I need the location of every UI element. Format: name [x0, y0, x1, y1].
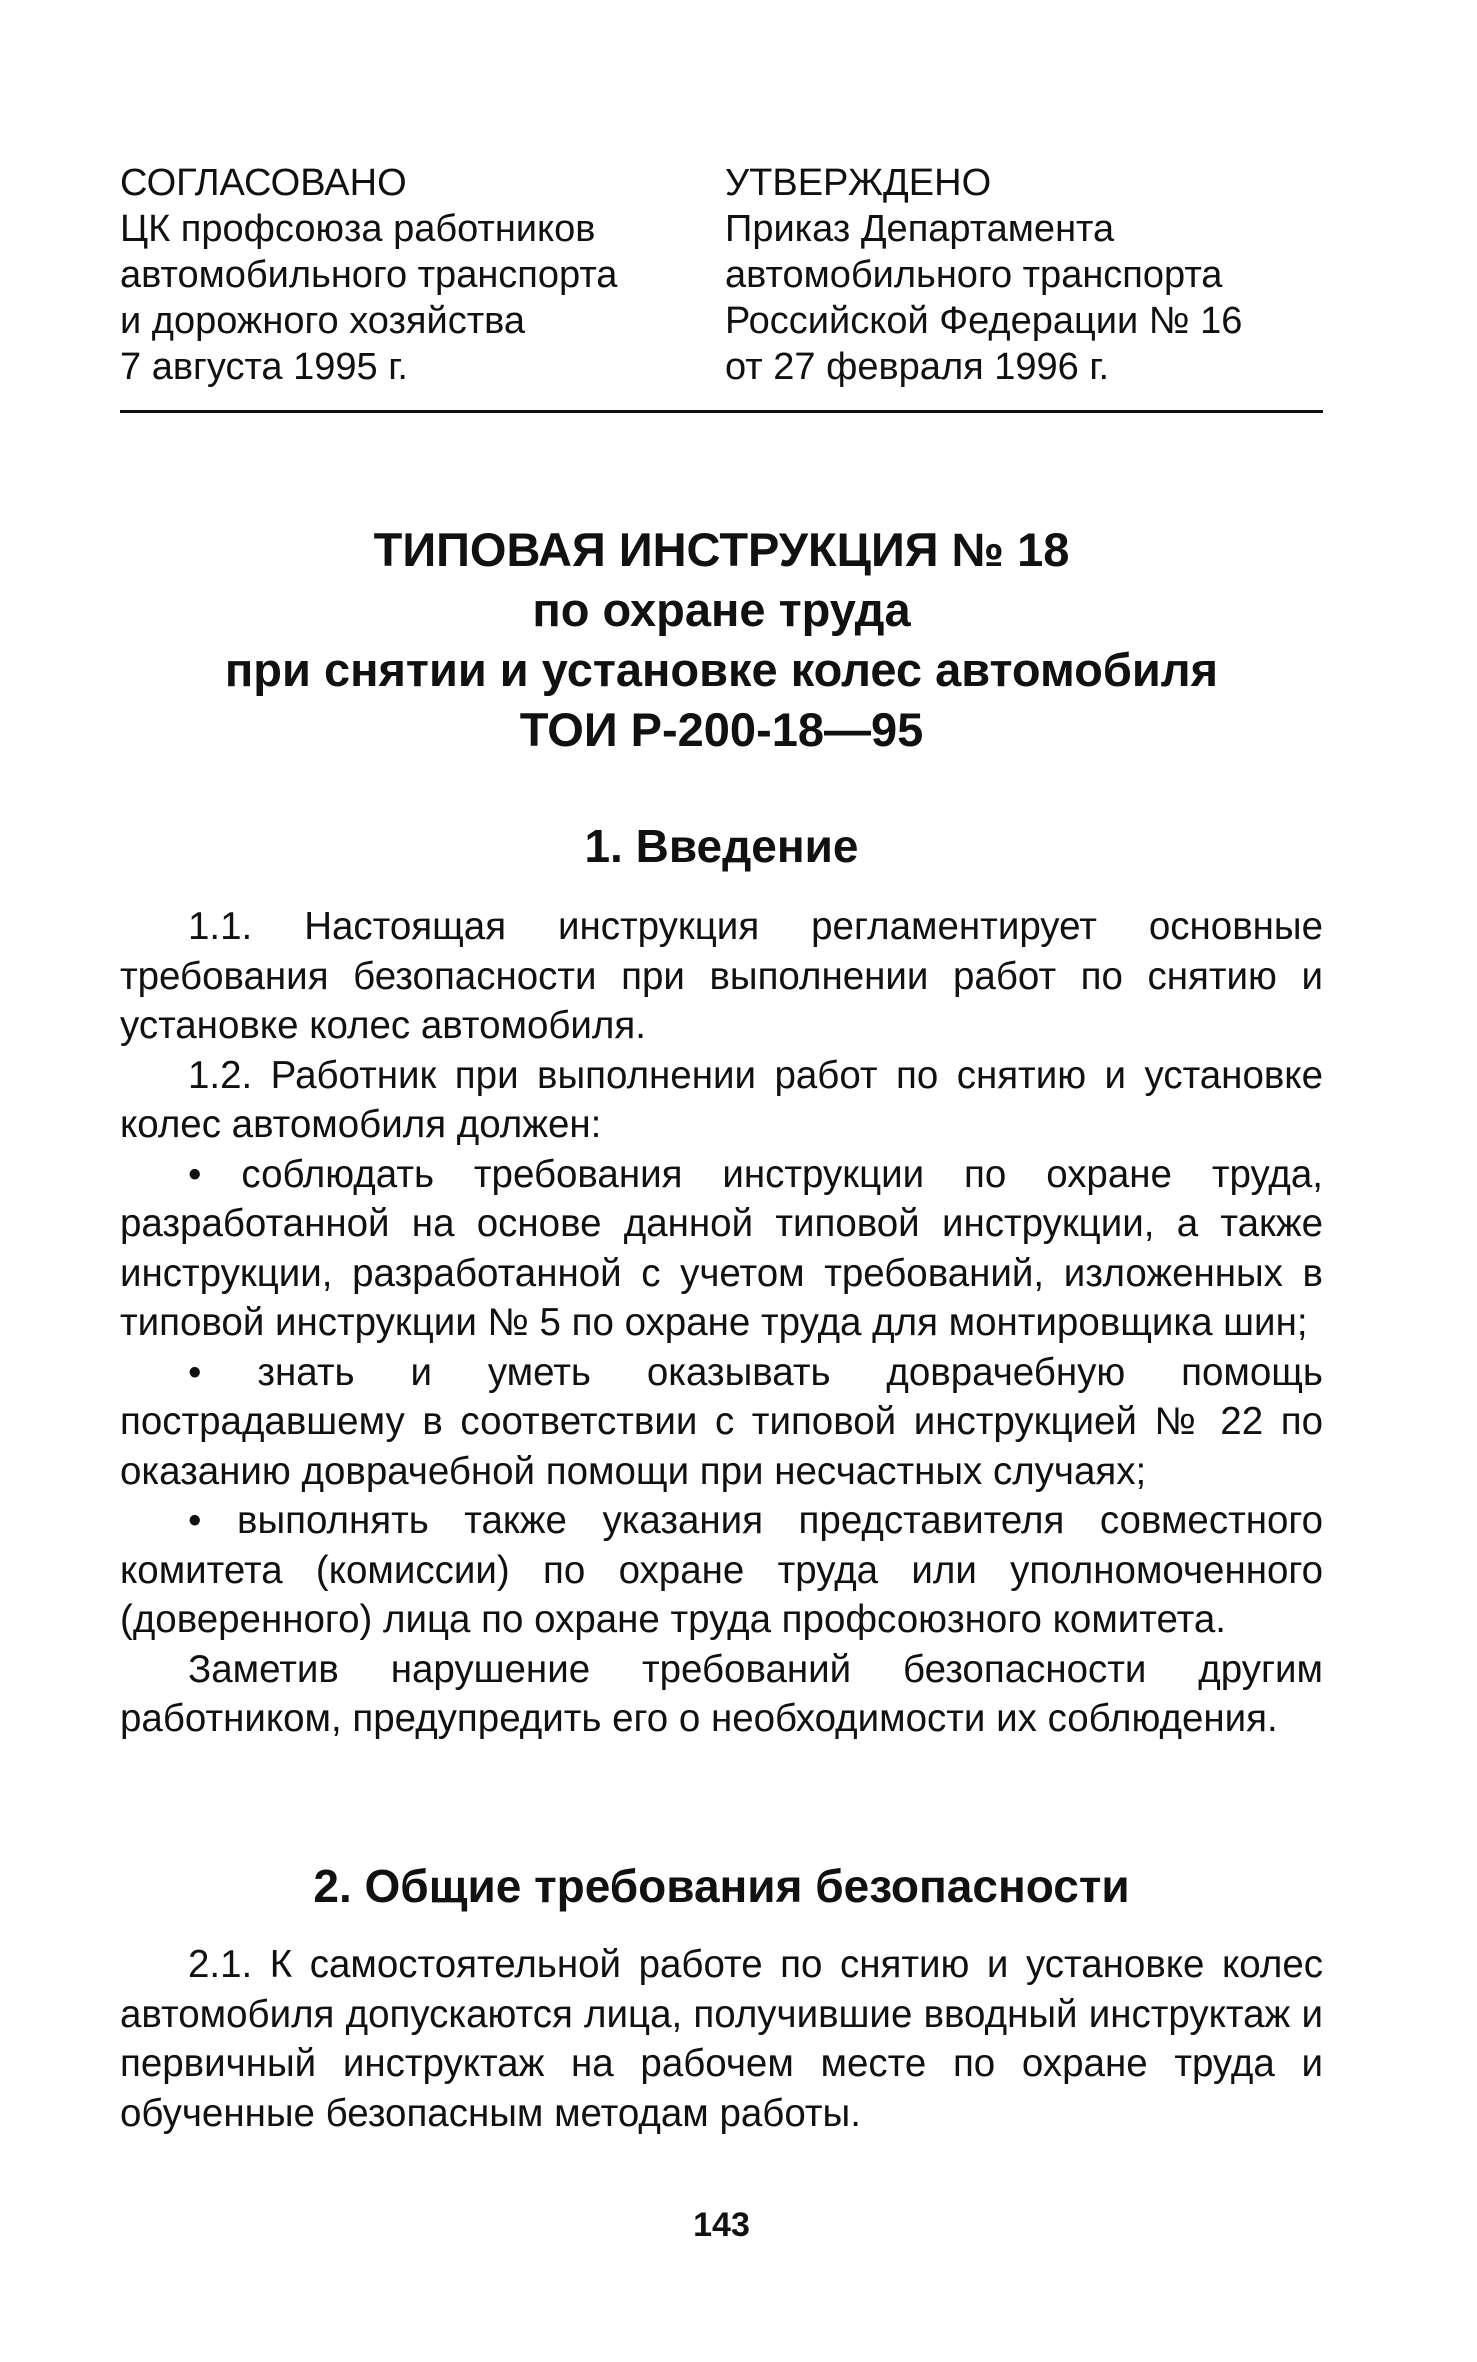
- section-body-introduction: [120, 902, 1323, 1744]
- approved-block: [725, 160, 1325, 390]
- paragraph: 2.1. К самостоятельной работе по снятию и установке колес автомобиля допускаются лица, получившие вводный инструктаж и первичный инструктаж на рабочем месте по охране труда и обученные безопасным методам работы.: [120, 1943, 1323, 2135]
- approved-order-line: Российской Федерации № 16: [725, 300, 1243, 342]
- section-body-general-safety: [120, 1940, 1323, 2138]
- agreed-org-line: ЦК профсоюза работников: [120, 208, 596, 250]
- paragraph: Заметив нарушение требований безопасности другим работником, предупредить его о необходимости их соблюдения.: [120, 1647, 1323, 1740]
- agreed-block: [120, 160, 720, 390]
- title-line: ТИПОВАЯ ИНСТРУКЦИЯ № 18: [373, 523, 1070, 576]
- section-heading-general-safety: 2. Общие требования безопасности: [313, 1860, 1130, 1912]
- approved-order-line: Приказ Департамента: [725, 208, 1115, 250]
- paragraph: 1.2. Работник при выполнении работ по снятию и установке колес автомобиля должен:: [120, 1053, 1323, 1146]
- title-line: при снятии и установке колес автомобиля: [224, 643, 1219, 696]
- header-divider: [120, 410, 1323, 413]
- document-title: [120, 520, 1323, 760]
- bullet-item: • соблюдать требования инструкции по охране труда, разработанной на основе данной типовой инструкции, а также инструкции, разработанной с учетом требований, изложенных в типовой инструкции № 5 по охране труда для монтировщика шин;: [120, 1152, 1323, 1344]
- agreed-org-line: автомобильного транспорта: [120, 254, 618, 296]
- bullet-item: • выполнять также указания представителя совместного комитета (комиссии) по охране труда или уполномоченного (доверенного) лица по охране труда профсоюзного комитета.: [120, 1499, 1323, 1641]
- bullet-item: • знать и уметь оказывать доврачебную помощь пострадавшему в соответствии с типовой инструкцией № 22 по оказанию доврачебной помощи при несчастных случаях;: [120, 1350, 1323, 1493]
- title-line: по охране труда: [532, 583, 911, 636]
- paragraph: 1.1. Настоящая инструкция регламентирует основные требования безопасности при выполнении работ по снятию и установке колес автомобиля.: [120, 905, 1323, 1047]
- title-code: ТОИ Р-200-18—95: [519, 703, 924, 756]
- agreed-date: 7 августа 1995 г.: [120, 346, 408, 388]
- agreed-org-line: и дорожного хозяйства: [120, 300, 525, 342]
- approved-label: УТВЕРЖДЕНО: [725, 162, 992, 204]
- approved-order-line: автомобильного транспорта: [725, 254, 1223, 296]
- approved-date: от 27 февраля 1996 г.: [725, 346, 1110, 388]
- agreed-label: СОГЛАСОВАНО: [120, 162, 407, 204]
- section-heading-introduction: 1. Введение: [584, 820, 859, 872]
- page-number: 143: [693, 2206, 750, 2244]
